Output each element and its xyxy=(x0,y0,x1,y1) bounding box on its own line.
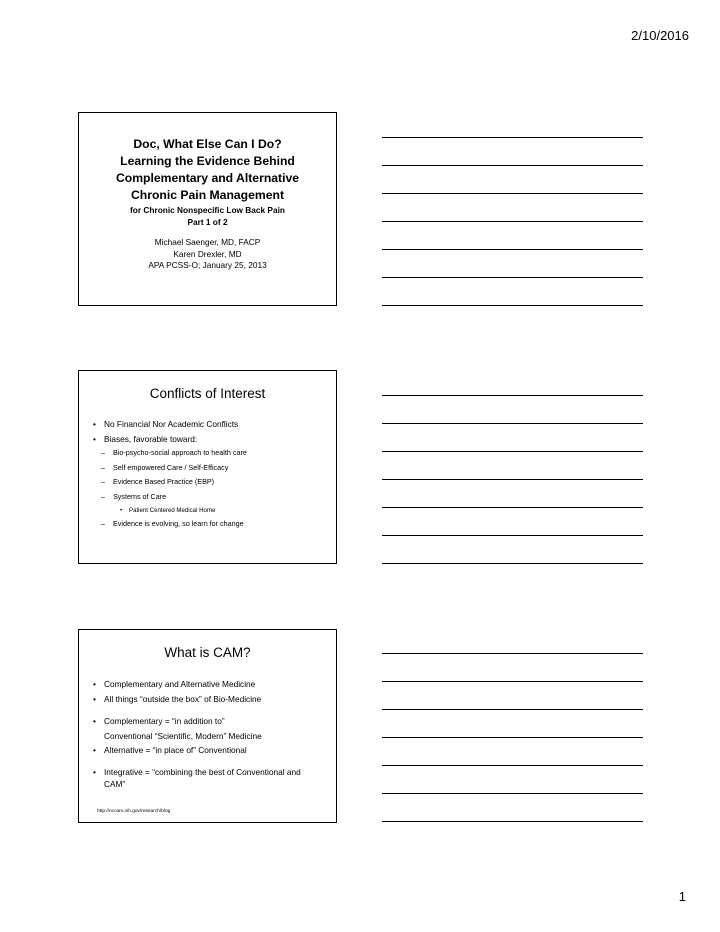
bullet-item: • All things “outside the box” of Bio-Medicine xyxy=(93,692,336,707)
bullet-item: • No Financial Nor Academic Conflicts xyxy=(93,417,336,432)
bullet-continuation: Conventional “Scientific, Modern” Medicine xyxy=(104,730,262,741)
sub-bullet-item: – Evidence is evolving, so learn for change xyxy=(93,517,336,532)
sub-bullet-item: – Self empowered Care / Self-Efficacy xyxy=(93,461,336,476)
source-link: http://nccam.nih.gov/research/blog xyxy=(97,809,171,814)
bullet-item: • Complementary and Alternative Medicine xyxy=(93,677,336,692)
note-line xyxy=(382,653,643,654)
slide-title-line: Learning the Evidence Behind xyxy=(120,154,295,168)
note-line xyxy=(382,765,643,766)
author-line: Michael Saenger, MD, FACP xyxy=(154,237,261,247)
note-line xyxy=(382,165,643,166)
note-line xyxy=(382,395,643,396)
sub-bullet-item: – Bio-psycho-social approach to health care xyxy=(93,446,336,461)
slide-1-authors xyxy=(79,237,336,272)
author-line: Karen Drexler, MD xyxy=(173,248,242,259)
bullet-item: • Biases, favorable toward: xyxy=(93,432,336,447)
sub-sub-bullet-item: • Patient Centered Medical Home xyxy=(93,504,336,517)
note-line xyxy=(382,423,643,424)
bullet-item: • Complementary = “in addition to” xyxy=(93,714,336,729)
note-line xyxy=(382,249,643,250)
slide-title-line: Doc, What Else Can I Do? xyxy=(133,137,282,151)
bullet-list xyxy=(93,417,336,532)
page-number: 1 xyxy=(678,889,686,904)
slide-title: What is CAM? xyxy=(164,645,251,660)
slide-2-conflicts xyxy=(78,370,337,564)
slide-title-line: Complementary and Alternative xyxy=(115,171,300,185)
note-line xyxy=(382,535,643,536)
note-line xyxy=(382,305,643,306)
author-line: APA PCSS-O; January 25, 2013 xyxy=(148,260,267,270)
sub-bullet-item: – Evidence Based Practice (EBP) xyxy=(93,475,336,490)
note-line xyxy=(382,451,643,452)
bullet-item: • Alternative = “in place of” Conventional xyxy=(93,743,336,758)
note-line xyxy=(382,563,643,564)
header-date: 2/10/2016 xyxy=(631,28,689,43)
slide-title-line: Chronic Pain Management xyxy=(130,188,285,202)
slide-title: Conflicts of Interest xyxy=(149,386,266,401)
slide-1-title-block xyxy=(79,136,336,228)
slide-subtitle-line: Part 1 of 2 xyxy=(187,217,228,227)
bullet-spacer xyxy=(93,758,336,766)
slide-subtitle-line: for Chronic Nonspecific Low Back Pain xyxy=(130,205,285,215)
note-line xyxy=(382,821,643,822)
note-line xyxy=(382,137,643,138)
bullet-item: • Integrative = “combining the best of Conventional and CAM” xyxy=(93,766,336,791)
note-line xyxy=(382,507,643,508)
bullet-spacer xyxy=(93,706,336,714)
note-line xyxy=(382,479,643,480)
bullet-list xyxy=(93,677,336,791)
note-line xyxy=(382,793,643,794)
note-line xyxy=(382,737,643,738)
note-line xyxy=(382,193,643,194)
note-line xyxy=(382,681,643,682)
note-line xyxy=(382,221,643,222)
sub-bullet-item: – Systems of Care xyxy=(93,490,336,505)
slide-3-what-is-cam xyxy=(78,629,337,823)
note-line xyxy=(382,277,643,278)
note-line xyxy=(382,709,643,710)
slide-1-title xyxy=(78,112,337,306)
